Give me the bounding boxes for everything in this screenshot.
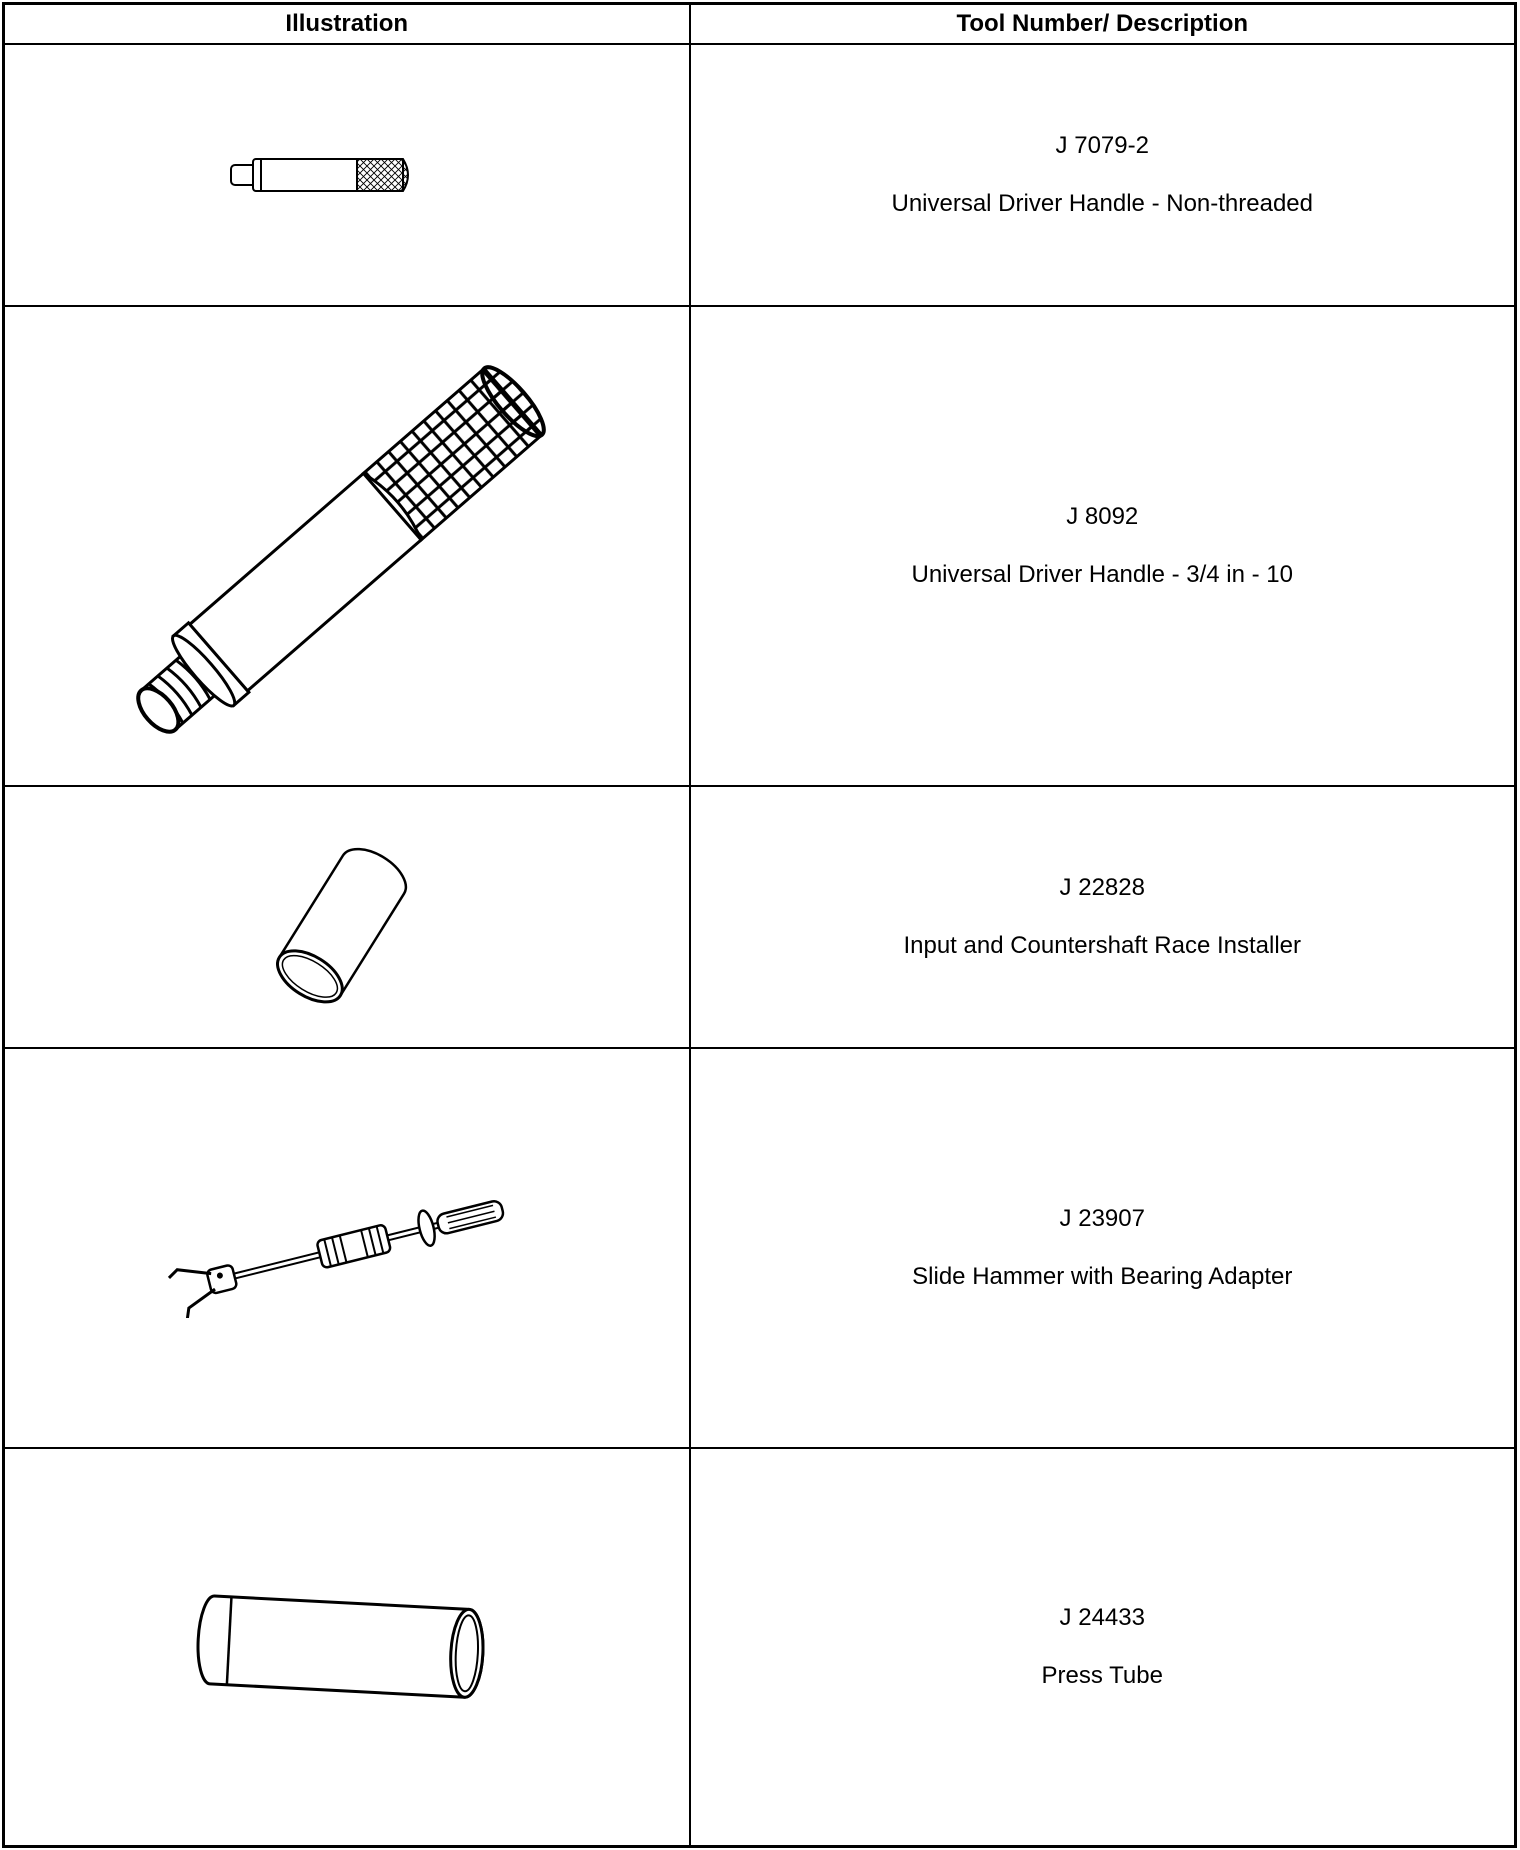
header-row [4, 4, 1516, 45]
tool-description: Universal Driver Handle - 3/4 in - 10 [911, 561, 1293, 588]
tool-number: J 22828 [1059, 874, 1145, 901]
description-cell [690, 786, 1516, 1048]
driver-handle-threaded-icon [127, 336, 567, 756]
illustration-cell [4, 306, 690, 786]
illustration-cell [4, 786, 690, 1048]
table-row [4, 1048, 1516, 1448]
race-installer-icon [257, 822, 437, 1012]
driver-handle-non-threaded-icon [227, 145, 467, 205]
illustration-cell [4, 1048, 690, 1448]
table-row [4, 44, 1516, 306]
press-tube-icon [187, 1582, 507, 1712]
tool-description: Slide Hammer with Bearing Adapter [912, 1263, 1293, 1290]
illustration-cell [4, 44, 690, 306]
table-row [4, 306, 1516, 786]
header-illustration: Illustration [4, 4, 690, 45]
tool-number: J 24433 [1059, 1603, 1145, 1631]
illustration-cell [4, 1448, 690, 1846]
tool-description: Press Tube [1041, 1661, 1163, 1689]
table-row [4, 786, 1516, 1048]
description-cell [690, 306, 1516, 786]
header-description: Tool Number/ Description [690, 4, 1516, 45]
slide-hammer-icon [167, 1178, 527, 1318]
tool-number: J 8092 [1066, 503, 1139, 530]
description-cell [690, 1048, 1516, 1448]
tool-number: J 7079-2 [1055, 132, 1149, 159]
tool-table [2, 2, 1517, 1848]
tool-description: Input and Countershaft Race Installer [903, 932, 1302, 959]
table-row [4, 1448, 1516, 1846]
description-cell [690, 1448, 1516, 1846]
tool-number: J 23907 [1059, 1205, 1145, 1232]
description-cell [690, 44, 1516, 306]
tool-description: Universal Driver Handle - Non-threaded [891, 190, 1313, 217]
